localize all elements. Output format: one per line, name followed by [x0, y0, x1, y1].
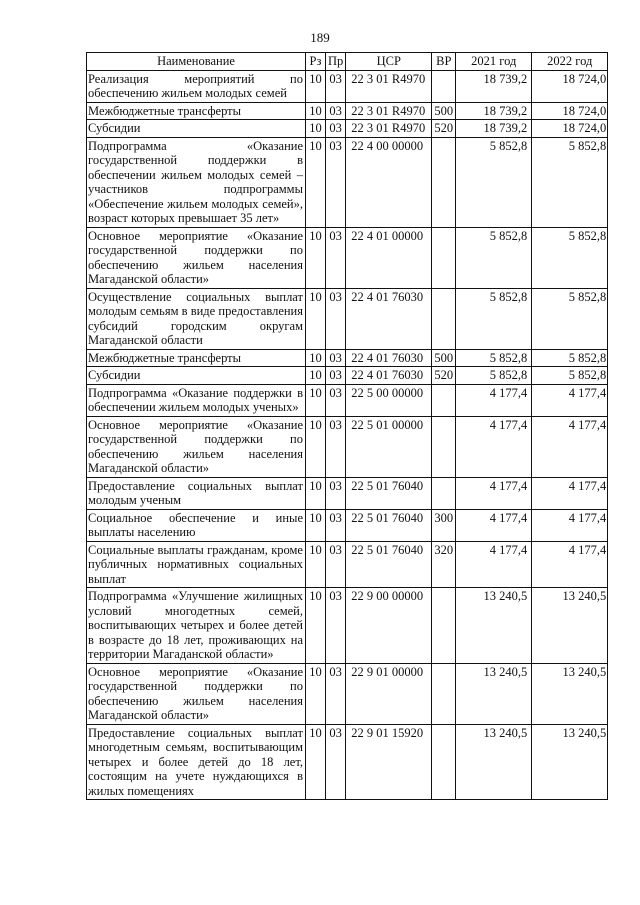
- table-row: [87, 227, 608, 288]
- table-header-row: [87, 53, 608, 71]
- header-name: Наименование: [87, 53, 306, 71]
- row-name: Предоставление социальных выплат многодетным семьям, воспитывающим четырех и более детей до 18 лет, состоящим на учете нуждающихся в жилых помещениях: [87, 724, 306, 800]
- row-2022: 4 177,4: [532, 477, 608, 509]
- table-row: [87, 416, 608, 477]
- row-2022: 4 177,4: [532, 541, 608, 588]
- table-row: [87, 349, 608, 367]
- header-csr: ЦСР: [346, 53, 432, 71]
- row-rz: 10: [306, 120, 326, 138]
- row-name: Межбюджетные трансферты: [87, 349, 306, 367]
- row-rz: 10: [306, 384, 326, 416]
- row-rz: 10: [306, 137, 326, 227]
- row-name: Субсидии: [87, 120, 306, 138]
- row-pr: 03: [326, 724, 346, 800]
- row-vr: 320: [432, 541, 456, 588]
- row-pr: 03: [326, 367, 346, 385]
- row-pr: 03: [326, 477, 346, 509]
- row-pr: 03: [326, 663, 346, 724]
- table-row: [87, 477, 608, 509]
- row-rz: 10: [306, 724, 326, 800]
- row-rz: 10: [306, 588, 326, 664]
- table-row: [87, 137, 608, 227]
- row-name: Реализация мероприятий по обеспечению жильем молодых семей: [87, 70, 306, 102]
- row-csr: 22 5 01 76040: [346, 541, 432, 588]
- row-csr: 22 3 01 R4970: [346, 102, 432, 120]
- row-vr: [432, 724, 456, 800]
- row-2021: 5 852,8: [456, 137, 532, 227]
- row-2022: 5 852,8: [532, 137, 608, 227]
- table-row: [87, 588, 608, 664]
- header-pr: Пр: [326, 53, 346, 71]
- row-2021: 5 852,8: [456, 227, 532, 288]
- row-pr: 03: [326, 120, 346, 138]
- row-rz: 10: [306, 70, 326, 102]
- header-vr: ВР: [432, 53, 456, 71]
- row-2021: 18 739,2: [456, 70, 532, 102]
- table-row: [87, 541, 608, 588]
- row-pr: 03: [326, 509, 346, 541]
- row-pr: 03: [326, 227, 346, 288]
- header-2021: 2021 год: [456, 53, 532, 71]
- row-2021: 4 177,4: [456, 416, 532, 477]
- row-pr: 03: [326, 349, 346, 367]
- row-2022: 5 852,8: [532, 227, 608, 288]
- row-2021: 5 852,8: [456, 349, 532, 367]
- row-rz: 10: [306, 509, 326, 541]
- row-vr: [432, 70, 456, 102]
- row-2022: 5 852,8: [532, 367, 608, 385]
- row-rz: 10: [306, 288, 326, 349]
- row-rz: 10: [306, 416, 326, 477]
- row-csr: 22 5 01 76040: [346, 477, 432, 509]
- row-2021: 13 240,5: [456, 588, 532, 664]
- row-name: Основное мероприятие «Оказание государственной поддержки по обеспечению жильем населения Магаданской области»: [87, 416, 306, 477]
- table-row: [87, 367, 608, 385]
- row-pr: 03: [326, 384, 346, 416]
- row-vr: [432, 588, 456, 664]
- row-csr: 22 9 00 00000: [346, 588, 432, 664]
- row-csr: 22 5 01 00000: [346, 416, 432, 477]
- row-name: Подпрограмма «Оказание поддержки в обеспечении жильем молодых ученых»: [87, 384, 306, 416]
- row-pr: 03: [326, 288, 346, 349]
- row-2022: 18 724,0: [532, 70, 608, 102]
- row-name: Социальные выплаты гражданам, кроме публичных нормативных социальных выплат: [87, 541, 306, 588]
- row-rz: 10: [306, 227, 326, 288]
- row-2021: 18 739,2: [456, 102, 532, 120]
- row-2021: 4 177,4: [456, 509, 532, 541]
- row-pr: 03: [326, 70, 346, 102]
- row-vr: [432, 663, 456, 724]
- row-name: Межбюджетные трансферты: [87, 102, 306, 120]
- row-2022: 4 177,4: [532, 416, 608, 477]
- row-vr: 500: [432, 349, 456, 367]
- row-2022: 13 240,5: [532, 663, 608, 724]
- row-name: Основное мероприятие «Оказание государственной поддержки по обеспечению жильем населения Магаданской области»: [87, 663, 306, 724]
- row-vr: [432, 227, 456, 288]
- row-2022: 5 852,8: [532, 349, 608, 367]
- table-row: [87, 70, 608, 102]
- row-name: Подпрограмма «Оказание государственной поддержки в обеспечении жильем молодых семей – участников подпрограммы «Обеспечение жильем молодых семей», возраст которых превышает 35 лет»: [87, 137, 306, 227]
- table-row: [87, 384, 608, 416]
- row-vr: 520: [432, 120, 456, 138]
- row-2022: 13 240,5: [532, 724, 608, 800]
- row-vr: [432, 137, 456, 227]
- row-pr: 03: [326, 137, 346, 227]
- row-2022: 18 724,0: [532, 102, 608, 120]
- row-2021: 13 240,5: [456, 663, 532, 724]
- row-vr: 300: [432, 509, 456, 541]
- row-2022: 4 177,4: [532, 384, 608, 416]
- row-vr: [432, 416, 456, 477]
- row-rz: 10: [306, 349, 326, 367]
- table-row: [87, 509, 608, 541]
- row-vr: 500: [432, 102, 456, 120]
- row-2021: 18 739,2: [456, 120, 532, 138]
- table-row: [87, 120, 608, 138]
- row-csr: 22 4 01 76030: [346, 288, 432, 349]
- table-row: [87, 663, 608, 724]
- row-csr: 22 4 01 76030: [346, 349, 432, 367]
- row-csr: 22 4 01 76030: [346, 367, 432, 385]
- row-2021: 5 852,8: [456, 288, 532, 349]
- row-csr: 22 9 01 15920: [346, 724, 432, 800]
- row-vr: [432, 288, 456, 349]
- row-vr: 520: [432, 367, 456, 385]
- row-pr: 03: [326, 416, 346, 477]
- row-vr: [432, 477, 456, 509]
- budget-table: [86, 52, 608, 800]
- row-rz: 10: [306, 541, 326, 588]
- row-rz: 10: [306, 367, 326, 385]
- row-2022: 18 724,0: [532, 120, 608, 138]
- row-2022: 4 177,4: [532, 509, 608, 541]
- page-number: 189: [310, 30, 330, 45]
- row-2021: 4 177,4: [456, 384, 532, 416]
- row-2021: 4 177,4: [456, 541, 532, 588]
- row-name: Предоставление социальных выплат молодым ученым: [87, 477, 306, 509]
- table-row: [87, 102, 608, 120]
- row-csr: 22 5 00 00000: [346, 384, 432, 416]
- row-name: Осуществление социальных выплат молодым семьям в виде предоставления субсидий городским округам Магаданской области: [87, 288, 306, 349]
- row-csr: 22 3 01 R4970: [346, 70, 432, 102]
- row-rz: 10: [306, 663, 326, 724]
- row-pr: 03: [326, 588, 346, 664]
- row-2022: 5 852,8: [532, 288, 608, 349]
- row-name: Подпрограмма «Улучшение жилищных условий многодетных семей, воспитывающих четырех и более детей в возрасте до 18 лет, проживающих на территории Магаданской области»: [87, 588, 306, 664]
- row-2022: 13 240,5: [532, 588, 608, 664]
- row-name: Субсидии: [87, 367, 306, 385]
- row-csr: 22 9 01 00000: [346, 663, 432, 724]
- row-name: Основное мероприятие «Оказание государственной поддержки по обеспечению жильем населения Магаданской области»: [87, 227, 306, 288]
- row-vr: [432, 384, 456, 416]
- row-rz: 10: [306, 477, 326, 509]
- row-csr: 22 5 01 76040: [346, 509, 432, 541]
- row-pr: 03: [326, 102, 346, 120]
- row-pr: 03: [326, 541, 346, 588]
- row-2021: 4 177,4: [456, 477, 532, 509]
- table-row: [87, 288, 608, 349]
- row-2021: 5 852,8: [456, 367, 532, 385]
- row-csr: 22 3 01 R4970: [346, 120, 432, 138]
- row-csr: 22 4 00 00000: [346, 137, 432, 227]
- row-rz: 10: [306, 102, 326, 120]
- row-csr: 22 4 01 00000: [346, 227, 432, 288]
- header-rz: Рз: [306, 53, 326, 71]
- header-2022: 2022 год: [532, 53, 608, 71]
- table-row: [87, 724, 608, 800]
- row-name: Социальное обеспечение и иные выплаты населению: [87, 509, 306, 541]
- row-2021: 13 240,5: [456, 724, 532, 800]
